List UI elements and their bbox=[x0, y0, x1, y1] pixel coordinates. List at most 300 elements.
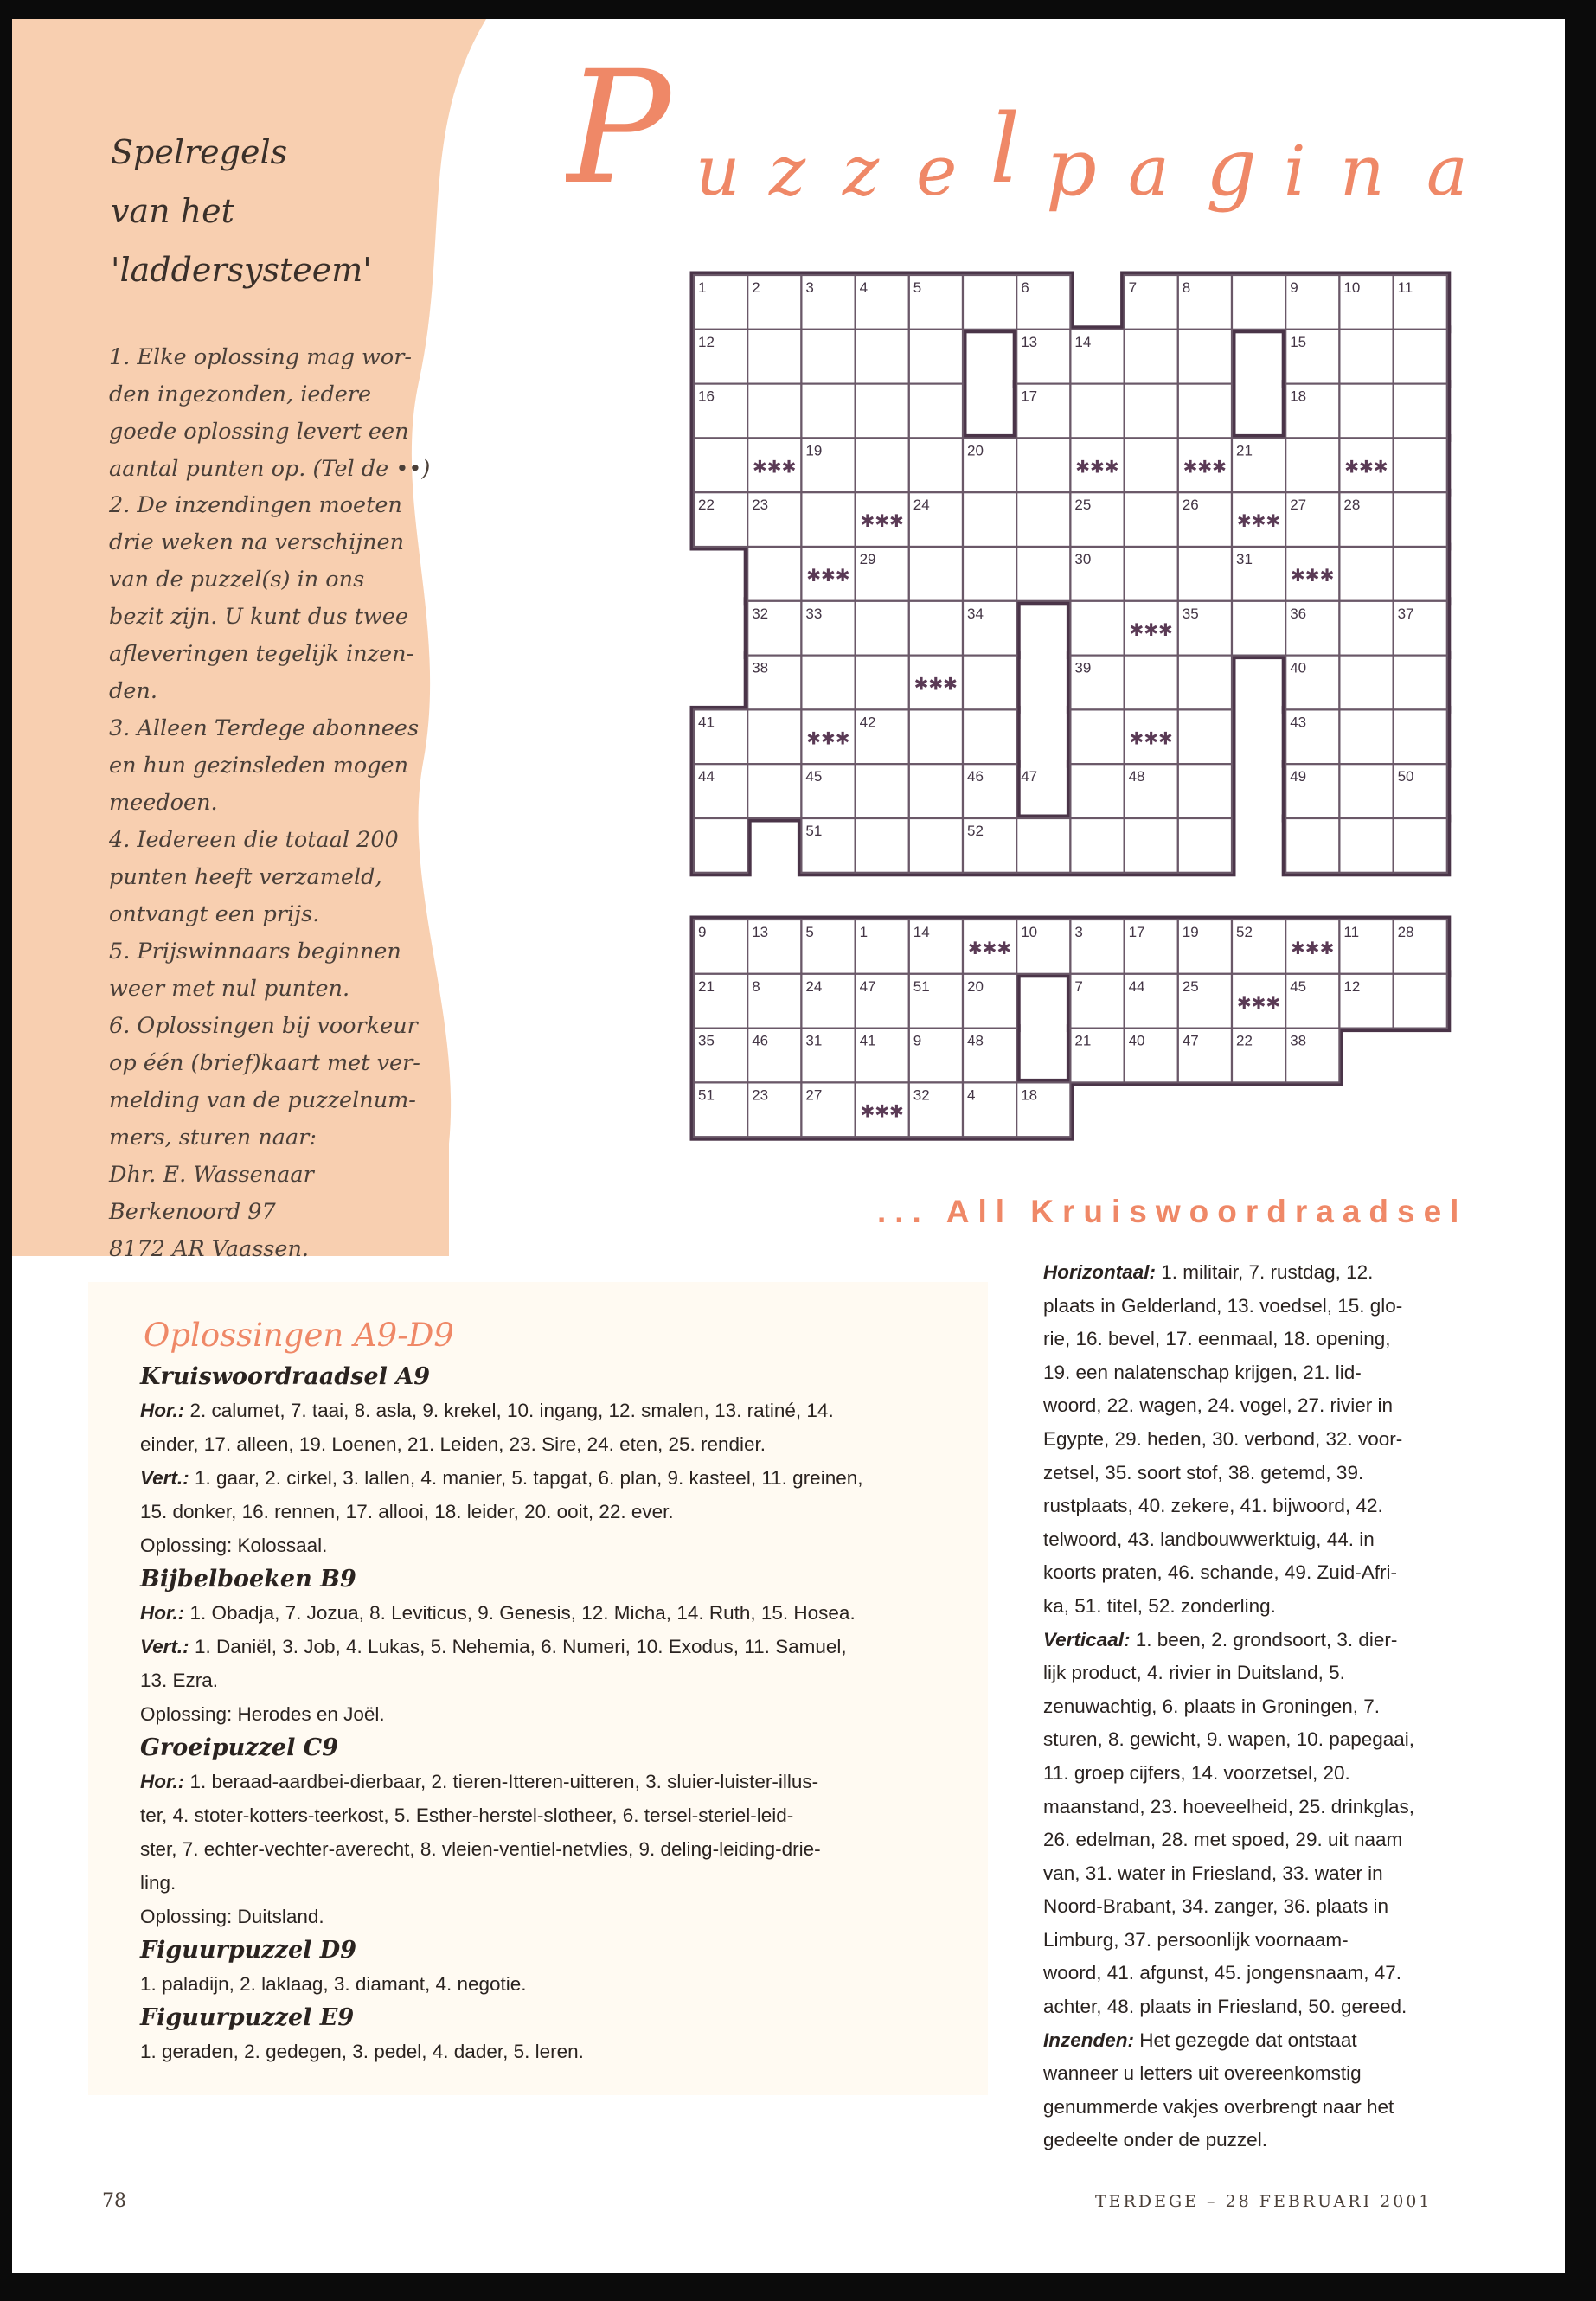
page-number: 78 bbox=[102, 2190, 126, 2212]
cell-number: 17 bbox=[1128, 924, 1145, 940]
clue-line bbox=[1043, 1924, 1528, 1958]
grid-cell[interactable] bbox=[1125, 330, 1178, 384]
masthead-letter: u bbox=[695, 131, 740, 211]
cell-number: 14 bbox=[913, 924, 930, 940]
masthead-letter: a bbox=[1128, 131, 1170, 211]
grid-cell[interactable] bbox=[1178, 818, 1232, 873]
grid-cell[interactable] bbox=[801, 656, 855, 710]
masthead-letter: a bbox=[1426, 131, 1468, 211]
solution-line bbox=[140, 1900, 971, 1933]
grid-cell[interactable] bbox=[1339, 547, 1393, 601]
solution-text: 2. calumet, 7. taai, 8. asla, 9. krekel, 10. ingang, 12. smalen, 13. ratiné, 14. bbox=[184, 1400, 834, 1421]
rule-line: Berkenoord 97 bbox=[109, 1199, 276, 1225]
cell-number: 23 bbox=[752, 1086, 769, 1104]
cell-number: 25 bbox=[1182, 977, 1199, 995]
grid-cell[interactable] bbox=[909, 764, 963, 818]
rule-item bbox=[109, 1008, 420, 1268]
grid-cell[interactable] bbox=[1394, 656, 1447, 710]
grid-cell[interactable] bbox=[1339, 601, 1393, 656]
cell-number: 3 bbox=[1074, 924, 1083, 940]
rule-item bbox=[109, 933, 420, 1008]
clue-line bbox=[1043, 1457, 1528, 1490]
clue-text: Limburg, 37. persoonlijk voornaam- bbox=[1043, 1928, 1349, 1951]
clue-line bbox=[1043, 2091, 1528, 2125]
cell-number: 48 bbox=[1128, 768, 1145, 785]
masthead-letter: e bbox=[916, 131, 958, 211]
magazine-page bbox=[12, 19, 1565, 2273]
clue-text: sturen, 8. gewicht, 9. wapen, 10. papegaai, bbox=[1043, 1728, 1415, 1751]
solution-group-title: Kruiswoordraadsel A9 bbox=[140, 1363, 431, 1390]
grid-cell[interactable] bbox=[747, 764, 801, 818]
grid-cell[interactable] bbox=[909, 438, 963, 492]
masthead-letter: z bbox=[769, 131, 806, 211]
grid-cell[interactable] bbox=[1125, 547, 1178, 601]
cell-number: 7 bbox=[1074, 977, 1083, 995]
grid-cell[interactable] bbox=[1125, 384, 1178, 439]
clue-line bbox=[1043, 1490, 1528, 1523]
clue-line bbox=[1043, 1556, 1528, 1590]
cell-number: 24 bbox=[805, 977, 823, 995]
grid-cell[interactable] bbox=[909, 384, 963, 439]
grid-cell[interactable] bbox=[909, 709, 963, 764]
clue-line bbox=[1043, 1624, 1528, 1657]
grid-cell[interactable] bbox=[694, 818, 747, 873]
masthead bbox=[566, 43, 1535, 234]
grid-cell[interactable] bbox=[747, 384, 801, 439]
cell-number: 11 bbox=[1397, 279, 1413, 296]
star-cell-icon: ✱✱✱ bbox=[1129, 619, 1173, 640]
grid-cell[interactable] bbox=[1285, 438, 1339, 492]
rule-line: den ingezonden, iedere bbox=[109, 381, 372, 407]
star-cell-icon: ✱✱✱ bbox=[1183, 456, 1227, 478]
cell-number: 22 bbox=[1236, 1032, 1253, 1049]
clue-line bbox=[1043, 1389, 1528, 1423]
grid-cell[interactable] bbox=[1070, 384, 1124, 439]
cell-number: 13 bbox=[1021, 333, 1038, 350]
rule-line: 3. Alleen Terdege abonnees bbox=[109, 715, 420, 741]
cell-number: 1 bbox=[698, 279, 707, 296]
cell-number: 6 bbox=[1021, 279, 1029, 296]
clue-text: wanneer u letters uit overeenkomstig bbox=[1043, 2062, 1362, 2085]
cell-number: 47 bbox=[859, 977, 876, 995]
clue-line bbox=[1043, 1323, 1528, 1356]
solution-line bbox=[140, 1967, 971, 2001]
rule-line: 5. Prijswinnaars beginnen bbox=[109, 939, 401, 965]
rule-line: op één (brief)kaart met ver- bbox=[109, 1050, 420, 1076]
grid-cell[interactable] bbox=[801, 492, 855, 547]
grid-cell[interactable] bbox=[909, 547, 963, 601]
star-cell-icon: ✱✱✱ bbox=[1344, 456, 1388, 478]
cell-number: 18 bbox=[1021, 1086, 1038, 1104]
clue-line bbox=[1043, 1823, 1528, 1857]
cell-number: 19 bbox=[1182, 924, 1199, 940]
cell-number: 38 bbox=[1290, 1032, 1307, 1049]
star-cell-icon: ✱✱✱ bbox=[1291, 565, 1335, 586]
grid-cell[interactable] bbox=[856, 438, 909, 492]
cell-number: 48 bbox=[967, 1032, 984, 1049]
grid-cell[interactable] bbox=[963, 492, 1016, 547]
grid-cell[interactable] bbox=[856, 818, 909, 873]
masthead-letter: l bbox=[990, 93, 1021, 204]
grid-cell[interactable] bbox=[1394, 974, 1447, 1029]
clue-line bbox=[1043, 1290, 1528, 1324]
grid-cell[interactable] bbox=[1016, 492, 1070, 547]
clue-line bbox=[1043, 1957, 1528, 1990]
cell-number: 21 bbox=[1236, 442, 1253, 459]
star-cell-icon: ✱✱✱ bbox=[806, 565, 850, 586]
solution-text: Oplossing: Kolossaal. bbox=[140, 1535, 328, 1556]
grid-cell[interactable] bbox=[1394, 818, 1447, 873]
clue-text: gedeelte onder de puzzel. bbox=[1043, 2129, 1267, 2151]
grid-cell[interactable] bbox=[1394, 438, 1447, 492]
solution-text: 1. gaar, 2. cirkel, 3. lallen, 4. manier, 5. tapgat, 6. plan, 9. kasteel, 11. greinen, bbox=[189, 1467, 863, 1489]
grid-cell[interactable] bbox=[1125, 492, 1178, 547]
grid-cell[interactable] bbox=[1394, 330, 1447, 384]
grid-cell[interactable] bbox=[1070, 709, 1124, 764]
grid-cell[interactable] bbox=[1070, 764, 1124, 818]
cell-number: 10 bbox=[1021, 924, 1038, 940]
clue-line bbox=[1043, 1791, 1528, 1824]
cell-number: 50 bbox=[1397, 768, 1414, 785]
grid-cell[interactable] bbox=[747, 547, 801, 601]
clue-text: ka, 51. titel, 52. zonderling. bbox=[1043, 1594, 1276, 1617]
grid-cell[interactable] bbox=[1016, 818, 1070, 873]
rule-line: weer met nul punten. bbox=[109, 976, 350, 1002]
cell-number: 43 bbox=[1290, 714, 1307, 731]
cell-number: 32 bbox=[752, 605, 769, 622]
clue-text: woord, 41. afgunst, 45. jongensnaam, 47. bbox=[1043, 1962, 1402, 1984]
masthead-letter: P bbox=[566, 43, 671, 219]
solution-text: Oplossing: Herodes en Joël. bbox=[140, 1703, 385, 1725]
clue-line bbox=[1043, 1590, 1528, 1624]
clue-line bbox=[1043, 1757, 1528, 1791]
grid-cell[interactable] bbox=[801, 384, 855, 439]
rule-line: drie weken na verschijnen bbox=[109, 529, 405, 555]
grid-cell[interactable] bbox=[1339, 818, 1393, 873]
cell-number: 52 bbox=[1236, 924, 1253, 940]
solution-group-title: Bijbelboeken B9 bbox=[140, 1566, 356, 1593]
cell-number: 17 bbox=[1021, 388, 1038, 405]
solutions-heading: Oplossingen A9-D9 bbox=[144, 1317, 454, 1354]
solution-label: Vert.: bbox=[140, 1467, 189, 1489]
rule-line: mers, sturen naar: bbox=[109, 1125, 317, 1150]
star-cell-icon: ✱✱✱ bbox=[1129, 727, 1173, 749]
cell-number: 8 bbox=[1182, 279, 1191, 296]
grid-cell[interactable] bbox=[1339, 656, 1393, 710]
cell-number: 2 bbox=[752, 279, 760, 296]
cell-number: 44 bbox=[1128, 977, 1145, 995]
solution-line bbox=[140, 1832, 971, 1866]
rule-line: ontvangt een prijs. bbox=[109, 901, 320, 927]
grid-cell[interactable] bbox=[856, 330, 909, 384]
clue-line bbox=[1043, 1423, 1528, 1457]
grid-cell[interactable] bbox=[963, 709, 1016, 764]
solution-label: Hor.: bbox=[140, 1771, 185, 1792]
clue-text: genummerde vakjes overbrengt naar het bbox=[1043, 2095, 1394, 2118]
cell-number: 27 bbox=[1290, 497, 1307, 514]
cell-number: 9 bbox=[913, 1032, 922, 1049]
cell-number: 47 bbox=[1021, 768, 1038, 785]
cell-number: 31 bbox=[1236, 551, 1253, 567]
cell-number: 18 bbox=[1290, 388, 1307, 405]
grid-cell[interactable] bbox=[1016, 547, 1070, 601]
rules-title-line: 'laddersysteem' bbox=[111, 251, 372, 289]
rule-line: van de puzzel(s) in ons bbox=[109, 567, 365, 593]
cell-number: 44 bbox=[698, 768, 715, 785]
puzzle-subtitle: ... All Kruiswoordraadsel bbox=[877, 1194, 1468, 1229]
rule-line: 2. De inzendingen moeten bbox=[109, 492, 402, 518]
cell-number: 12 bbox=[1343, 977, 1361, 995]
clue-text: rustplaats, 40. zekere, 41. bijwoord, 42. bbox=[1043, 1495, 1383, 1517]
star-cell-icon: ✱✱✱ bbox=[806, 727, 850, 749]
solution-text: Oplossing: Duitsland. bbox=[140, 1906, 324, 1927]
grid-cell[interactable] bbox=[694, 438, 747, 492]
grid-cell[interactable] bbox=[1178, 709, 1232, 764]
grid-cell[interactable] bbox=[1339, 330, 1393, 384]
grid-cell[interactable] bbox=[1232, 275, 1285, 330]
clue-text: maanstand, 23. hoeveelheid, 25. drinkglas, bbox=[1043, 1795, 1415, 1817]
solution-label: Hor.: bbox=[140, 1400, 185, 1421]
solution-text: ster, 7. echter-vechter-averecht, 8. vleien-ventiel-netvlies, 9. deling-leiding-drie- bbox=[140, 1838, 821, 1860]
cell-number: 21 bbox=[698, 977, 715, 995]
cell-number: 45 bbox=[805, 768, 823, 785]
grid-cell[interactable] bbox=[1394, 547, 1447, 601]
cell-number: 4 bbox=[859, 279, 869, 296]
cell-number: 21 bbox=[1074, 1032, 1092, 1049]
solution-text: 1. Daniël, 3. Job, 4. Lukas, 5. Nehemia, 6. Numeri, 10. Exodus, 11. Samuel, bbox=[189, 1636, 847, 1657]
rule-line: en hun gezinsleden mogen bbox=[109, 753, 409, 779]
cell-number: 40 bbox=[1128, 1032, 1145, 1049]
rule-item bbox=[109, 339, 431, 488]
clue-text: 11. groep cijfers, 14. voorzetsel, 20. bbox=[1043, 1761, 1350, 1784]
rule-line: aantal punten op. (Tel de ••) bbox=[109, 456, 431, 482]
cell-number: 46 bbox=[967, 768, 984, 785]
solution-group-title: Figuurpuzzel D9 bbox=[140, 1937, 357, 1964]
star-cell-icon: ✱✱✱ bbox=[860, 1100, 904, 1122]
solution-group-title: Figuurpuzzel E9 bbox=[140, 2004, 355, 2031]
rule-line: 6. Oplossingen bij voorkeur bbox=[109, 1013, 418, 1039]
masthead-letter: g bbox=[1206, 121, 1257, 214]
star-cell-icon: ✱✱✱ bbox=[1291, 938, 1335, 958]
cell-number: 51 bbox=[698, 1086, 715, 1104]
cell-number: 29 bbox=[859, 551, 876, 567]
cell-number: 20 bbox=[967, 977, 984, 995]
grid-cell[interactable] bbox=[1178, 656, 1232, 710]
clue-text: 1. been, 2. grondsoort, 3. dier- bbox=[1130, 1628, 1398, 1650]
cell-number: 3 bbox=[805, 279, 814, 296]
masthead-letter: i bbox=[1284, 131, 1306, 211]
rule-line: Dhr. E. Wassenaar bbox=[109, 1162, 314, 1188]
cell-number: 38 bbox=[752, 659, 769, 676]
cell-number: 12 bbox=[698, 333, 715, 350]
solution-line bbox=[140, 1427, 971, 1461]
clue-line bbox=[1043, 1857, 1528, 1891]
clue-label: Horizontaal: bbox=[1043, 1261, 1157, 1283]
rule-line: 8172 AR Vaassen. bbox=[109, 1236, 309, 1262]
solution-text: ter, 4. stoter-kotters-teerkost, 5. Esther-herstel-slotheer, 6. tersel-steriel-leid- bbox=[140, 1804, 794, 1826]
cell-number: 32 bbox=[913, 1086, 930, 1104]
clue-text: rie, 16. bevel, 17. eenmaal, 18. opening, bbox=[1043, 1328, 1391, 1350]
solution-line bbox=[140, 1596, 971, 1630]
clue-text: Egypte, 29. heden, 30. verbond, 32. voor- bbox=[1043, 1427, 1403, 1450]
cell-number: 27 bbox=[805, 1086, 823, 1104]
rules-title bbox=[111, 123, 372, 299]
rule-line: meedoen. bbox=[109, 790, 218, 816]
grid-cell[interactable] bbox=[963, 275, 1016, 330]
clue-text: 1. militair, 7. rustdag, 12. bbox=[1156, 1261, 1374, 1283]
solution-line bbox=[140, 1630, 971, 1663]
grid-cell[interactable] bbox=[1285, 818, 1339, 873]
grid-cell[interactable] bbox=[1178, 547, 1232, 601]
star-cell-icon: ✱✱✱ bbox=[1236, 991, 1281, 1013]
masthead-letter: z bbox=[843, 131, 880, 211]
cell-number: 23 bbox=[752, 497, 769, 514]
clue-line bbox=[1043, 1256, 1528, 1290]
clue-line bbox=[1043, 1356, 1528, 1390]
grid-cell[interactable] bbox=[1125, 438, 1178, 492]
clue-text: 26. edelman, 28. met spoed, 29. uit naam bbox=[1043, 1829, 1403, 1851]
grid-cell[interactable] bbox=[856, 384, 909, 439]
clue-text: Het gezegde dat ontstaat bbox=[1134, 2029, 1357, 2051]
clues-column bbox=[1043, 1256, 1528, 2157]
star-cell-icon: ✱✱✱ bbox=[967, 938, 1012, 958]
clue-label: Verticaal: bbox=[1043, 1628, 1131, 1650]
cell-number: 20 bbox=[967, 442, 984, 459]
grid-cell[interactable] bbox=[747, 330, 801, 384]
grid-cell[interactable] bbox=[1125, 818, 1178, 873]
grid-cell[interactable] bbox=[909, 601, 963, 656]
clue-text: achter, 48. plaats in Friesland, 50. gereed. bbox=[1043, 1996, 1407, 2018]
rules-title-line: van het bbox=[111, 192, 234, 230]
cell-number: 28 bbox=[1397, 924, 1414, 940]
grid-cell[interactable] bbox=[856, 656, 909, 710]
cell-number: 11 bbox=[1343, 924, 1360, 940]
cell-number: 16 bbox=[698, 388, 715, 405]
cell-number: 8 bbox=[752, 977, 760, 995]
cell-number: 51 bbox=[805, 823, 823, 839]
cell-number: 41 bbox=[859, 1032, 876, 1049]
grid-cell[interactable] bbox=[1070, 601, 1124, 656]
clue-text: lijk product, 4. rivier in Duitsland, 5. bbox=[1043, 1662, 1345, 1684]
cell-number: 9 bbox=[698, 924, 707, 940]
solution-text: 1. beraad-aardbei-dierbaar, 2. tieren-Itteren-uitteren, 3. sluier-luister-illus- bbox=[184, 1771, 819, 1792]
clue-text: van, 31. water in Friesland, 33. water in bbox=[1043, 1862, 1383, 1884]
solution-group-title: Groeipuzzel C9 bbox=[140, 1734, 339, 1761]
grid-cell[interactable] bbox=[1178, 764, 1232, 818]
cell-number: 47 bbox=[1182, 1032, 1199, 1049]
grid-cell[interactable] bbox=[1016, 438, 1070, 492]
cell-number: 1 bbox=[859, 924, 869, 940]
solution-line bbox=[140, 1866, 971, 1900]
grid-cell[interactable] bbox=[1125, 656, 1178, 710]
grid-cell[interactable] bbox=[1232, 601, 1285, 656]
rule-line: 4. Iedereen die totaal 200 bbox=[109, 827, 399, 853]
solution-label: Hor.: bbox=[140, 1602, 185, 1624]
grid-cell[interactable] bbox=[1339, 709, 1393, 764]
cell-number: 28 bbox=[1343, 497, 1361, 514]
cell-number: 45 bbox=[1290, 977, 1307, 995]
grid-cell[interactable] bbox=[1178, 384, 1232, 439]
grid-cell[interactable] bbox=[747, 709, 801, 764]
cell-number: 5 bbox=[805, 924, 814, 940]
rule-item bbox=[109, 487, 420, 710]
star-cell-icon: ✱✱✱ bbox=[913, 673, 958, 695]
cell-number: 42 bbox=[859, 714, 876, 731]
rule-line: punten heeft verzameld, bbox=[109, 864, 382, 890]
grid-cell[interactable] bbox=[909, 330, 963, 384]
solution-line bbox=[140, 1394, 971, 1427]
clue-text: 19. een nalatenschap krijgen, 21. lid- bbox=[1043, 1361, 1362, 1383]
clue-line bbox=[1043, 2057, 1528, 2091]
cell-number: 5 bbox=[913, 279, 922, 296]
grid-cell[interactable] bbox=[1339, 384, 1393, 439]
grid-cell[interactable] bbox=[963, 547, 1016, 601]
grid-cell[interactable] bbox=[856, 601, 909, 656]
rule-line: afleveringen tegelijk inzen- bbox=[109, 641, 414, 667]
grid-cell[interactable] bbox=[1394, 709, 1447, 764]
grid-cell[interactable] bbox=[1070, 818, 1124, 873]
star-cell-icon: ✱✱✱ bbox=[753, 456, 797, 478]
cell-number: 4 bbox=[967, 1086, 976, 1104]
solution-line bbox=[140, 1495, 971, 1529]
solutions-list bbox=[140, 1360, 971, 2068]
cell-number: 34 bbox=[967, 605, 984, 622]
clue-line bbox=[1043, 2024, 1528, 2058]
grid-cell[interactable] bbox=[1394, 384, 1447, 439]
rule-line: melding van de puzzelnum- bbox=[109, 1087, 416, 1113]
grid-cell[interactable] bbox=[963, 656, 1016, 710]
cell-number: 35 bbox=[698, 1032, 715, 1049]
cell-number: 46 bbox=[752, 1032, 769, 1049]
solution-line bbox=[140, 1529, 971, 1562]
masthead-letter: p bbox=[1046, 121, 1097, 214]
cell-number: 10 bbox=[1343, 279, 1361, 296]
solution-text: einder, 17. alleen, 19. Loenen, 21. Leiden, 23. Sire, 24. eten, 25. rendier. bbox=[140, 1433, 766, 1455]
grid-cell[interactable] bbox=[1339, 764, 1393, 818]
clue-line bbox=[1043, 2124, 1528, 2157]
clue-label: Inzenden: bbox=[1043, 2029, 1134, 2051]
grid-cell[interactable] bbox=[856, 764, 909, 818]
clue-text: telwoord, 43. landbouwwerktuig, 44. in bbox=[1043, 1528, 1375, 1550]
clue-text: koorts praten, 46. schande, 49. Zuid-Afri- bbox=[1043, 1561, 1397, 1584]
clue-line bbox=[1043, 1890, 1528, 1924]
grid-cell[interactable] bbox=[1178, 330, 1232, 384]
grid-cell[interactable] bbox=[801, 330, 855, 384]
cell-number: 19 bbox=[805, 442, 823, 459]
solution-line bbox=[140, 1461, 971, 1495]
rule-item bbox=[109, 710, 420, 822]
publication-line: TERDEGE – 28 FEBRUARI 2001 bbox=[1095, 2192, 1433, 2211]
cell-number: 22 bbox=[698, 497, 715, 514]
clue-line bbox=[1043, 1723, 1528, 1757]
star-cell-icon: ✱✱✱ bbox=[860, 510, 904, 532]
star-cell-icon: ✱✱✱ bbox=[1236, 510, 1281, 532]
grid-cell[interactable] bbox=[1394, 492, 1447, 547]
solution-text: 1. paladijn, 2. laklaag, 3. diamant, 4. negotie. bbox=[140, 1973, 527, 1995]
cell-number: 40 bbox=[1290, 659, 1307, 676]
cell-number: 41 bbox=[698, 714, 715, 731]
crossword-grid bbox=[687, 268, 1483, 917]
grid-cell[interactable] bbox=[909, 818, 963, 873]
cell-number: 36 bbox=[1290, 605, 1307, 622]
clue-text: woord, 22. wagen, 24. vogel, 27. rivier in bbox=[1043, 1394, 1393, 1417]
cell-number: 30 bbox=[1074, 551, 1092, 567]
cell-number: 37 bbox=[1397, 605, 1414, 622]
rule-line: den. bbox=[109, 678, 157, 704]
rule-line: bezit zijn. U kunt dus twee bbox=[109, 604, 408, 630]
transfer-grid bbox=[687, 913, 1483, 1172]
solution-text: ling. bbox=[140, 1872, 176, 1894]
